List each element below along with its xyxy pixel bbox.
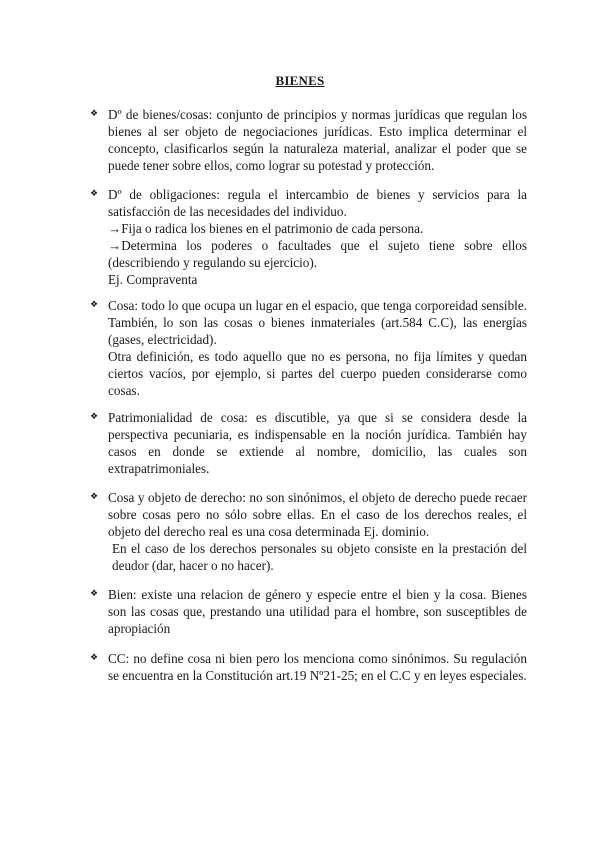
list-item-cc [90,650,527,684]
list-item-derecho-obligaciones [90,186,527,288]
paragraph: CC: no define cosa ni bien pero los menciona como sinónimos. Su regulación se encuentra en la Constitución art.19 Nº21-25; en el C.C y en leyes especiales. [108,651,527,683]
paragraph: Patrimonialidad de cosa: es discutible, ya que si se considera desde la perspectiva pecuniaria, es indispensable en la noción jurídica. También hay casos en donde se extiende al nombre, domicilio, las cuales son extrapatrimoniales. [108,410,527,476]
list-item-cosa-objeto-derecho [90,489,527,574]
diamond-bullet-icon: ❖ [90,189,99,199]
page-title: BIENES [275,73,325,88]
list-item-patrimonialidad [90,409,527,477]
paragraph: →Fija o radica los bienes en el patrimonio de cada persona. [108,221,424,236]
diamond-bullet-icon: ❖ [90,300,99,310]
diamond-bullet-icon: ❖ [90,109,99,119]
diamond-bullet-icon: ❖ [90,492,99,502]
paragraph: Ej. Compraventa [108,272,198,287]
paragraph: Dº de obligaciones: regula el intercambio de bienes y servicios para la satisfacción de las necesidades del individuo. [108,187,527,219]
paragraph: Cosa y objeto de derecho: no son sinónimos, el objeto de derecho puede recaer sobre cosas pero no sólo sobre ellas. En el caso de los derechos reales, el objeto del derecho real es una cosa determinada Ej. dominio. [108,490,527,539]
paragraph: En el caso de los derechos personales su objeto consiste en la prestación del deudor (dar, hacer o no hacer). [112,541,527,573]
diamond-bullet-icon: ❖ [90,412,99,422]
list-item-derecho-bienes [90,106,527,174]
paragraph: Cosa: todo lo que ocupa un lugar en el espacio, que tenga corporeidad sensible. También, lo son las cosas o bienes inmateriales (art.584 C.C), las energías (gases, electricidad). [108,298,527,347]
list-item-bien [90,586,527,637]
diamond-bullet-icon: ❖ [90,653,99,663]
list-item-cosa [90,297,527,399]
diamond-bullet-icon: ❖ [90,589,99,599]
paragraph: Dº de bienes/cosas: conjunto de principios y normas jurídicas que regulan los bienes al ser objeto de negociaciones jurídicas. Esto implica determinar el concepto, clasificarlos según la naturaleza material, analizar el poder que se puede tener sobre ellos, como lograr su potestad y protección. [108,107,527,173]
paragraph: Otra definición, es todo aquello que no es persona, no fija límites y quedan ciertos vacíos, por ejemplo, si partes del cuerpo pueden considerarse como cosas. [108,349,527,398]
paragraph: Bien: existe una relacion de género y especie entre el bien y la cosa. Bienes son las cosas que, prestando una utilidad para el hombre, son susceptibles de apropiación [108,587,527,636]
paragraph: →Determina los poderes o facultades que el sujeto tiene sobre ellos (describiendo y regulando su ejercicio). [108,238,527,270]
